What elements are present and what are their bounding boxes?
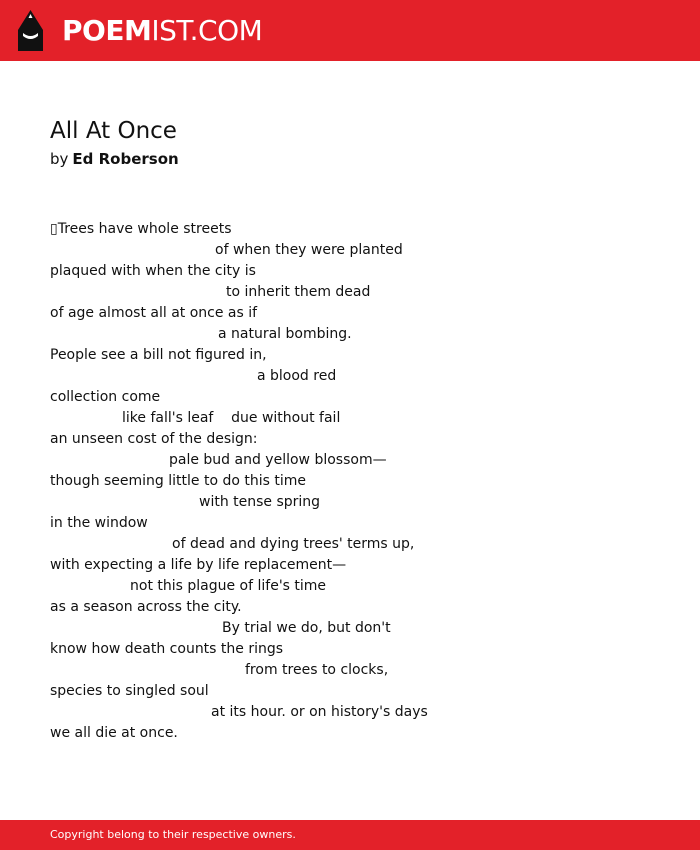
brand-light-text: IST.COM	[151, 14, 263, 47]
poem-line: pale bud and yellow blossom—	[169, 452, 387, 468]
poem-title: All At Once	[50, 118, 177, 144]
poem-line: By trial we do, but don't	[222, 620, 391, 636]
poem-line: though seeming little to do this time	[50, 473, 307, 489]
poem-line: like fall's leaf due without fail	[122, 410, 341, 426]
poem-line: an unseen cost of the design:	[50, 431, 258, 447]
poem-line: People see a bill not figured in,	[50, 347, 267, 363]
poem-line: with expecting a life by life replacement—	[50, 557, 347, 573]
brand-bold-text: POEM	[62, 14, 152, 47]
site-logo-link[interactable]	[62, 14, 262, 48]
site-header	[0, 0, 700, 61]
poem-line: at its hour. or on history's days	[211, 704, 428, 720]
by-label: by	[50, 150, 69, 168]
poem-line: know how death counts the rings	[50, 641, 284, 657]
copyright-notice: Copyright belong to their respective owners.	[50, 828, 296, 841]
poem-line: a blood red	[257, 368, 337, 384]
poem-line: to inherit them dead	[226, 284, 371, 300]
poem-line: not this plague of life's time	[130, 578, 327, 594]
poem-line: with tense spring	[199, 494, 321, 510]
pencil-tip-icon[interactable]	[18, 10, 43, 51]
poem-line: a natural bombing.	[218, 326, 352, 342]
site-footer	[0, 820, 700, 850]
author-name[interactable]: Ed Roberson	[72, 150, 179, 168]
poem-body	[50, 219, 670, 744]
poem-line: plaqued with when the city is	[50, 263, 256, 279]
poem-line: of age almost all at once as if	[50, 305, 258, 321]
poem-line: of when they were planted	[215, 242, 403, 258]
poem-line: from trees to clocks,	[245, 662, 389, 678]
poem-line: ▯Trees have whole streets	[50, 221, 232, 237]
poem-line: of dead and dying trees' terms up,	[172, 536, 415, 552]
poem-line: as a season across the city.	[50, 599, 242, 615]
poem-line: collection come	[50, 389, 161, 405]
poem-line: we all die at once.	[50, 725, 178, 741]
poem-line: species to singled soul	[50, 683, 209, 699]
poem-line: in the window	[50, 515, 148, 531]
byline	[50, 149, 179, 169]
